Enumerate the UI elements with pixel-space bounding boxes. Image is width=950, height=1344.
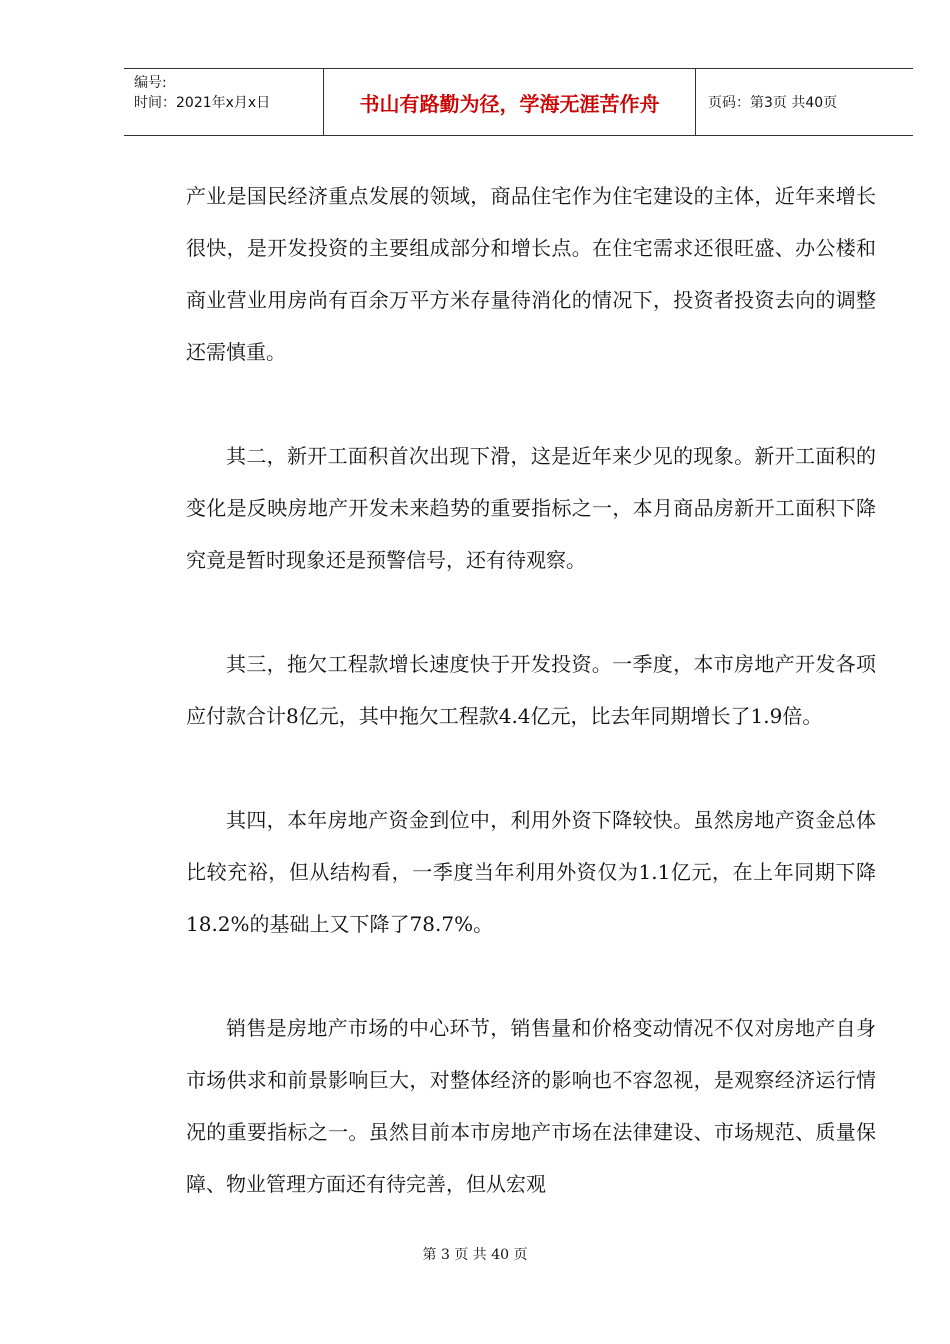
document-body bbox=[186, 170, 876, 1210]
paragraph: 产业是国民经济重点发展的领域，商品住宅作为住宅建设的主体，近年来增长很快，是开发投资的主要组成部分和增长点。在住宅需求还很旺盛、办公楼和商业营业用房尚有百余万平方米存量待消化的情况下，投资者投资去向的调整还需慎重。 bbox=[186, 184, 876, 364]
page-number-label: 页码：第3页 共40页 bbox=[708, 95, 838, 111]
paragraph: 其二，新开工面积首次出现下滑，这是近年来少见的现象。新开工面积的变化是反映房地产开发未来趋势的重要指标之一，本月商品房新开工面积下降究竟是暂时现象还是预警信号，还有待观察。 bbox=[186, 444, 876, 572]
paragraph: 其四，本年房地产资金到位中，利用外资下降较快。虽然房地产资金总体比较充裕，但从结构看，一季度当年利用外资仅为1.1亿元，在上年同期下降18.2%的基础上又下降了78.7%。 bbox=[186, 808, 876, 936]
footer-page-number: 第 3 页 共 40 页 bbox=[422, 1247, 528, 1263]
paragraph: 其三，拖欠工程款增长速度快于开发投资。一季度，本市房地产开发各项应付款合计8亿元，其中拖欠工程款4.4亿元，比去年同期增长了1.9倍。 bbox=[186, 652, 876, 728]
page-footer bbox=[0, 1244, 950, 1264]
serial-number-label: 编号: bbox=[134, 75, 167, 91]
document-header bbox=[124, 68, 913, 136]
time-label: 时间：2021年x月x日 bbox=[134, 95, 271, 111]
header-meta-cell bbox=[124, 69, 324, 135]
header-page-cell bbox=[696, 69, 913, 135]
paragraph: 销售是房地产市场的中心环节，销售量和价格变动情况不仅对房地产自身市场供求和前景影响巨大，对整体经济的影响也不容忽视，是观察经济运行情况的重要指标之一。虽然目前本市房地产市场在法律建设、市场规范、质量保障、物业管理方面还有待完善，但从宏观 bbox=[186, 1016, 876, 1196]
motto-text: 书山有路勤为径，学海无涯苦作舟 bbox=[359, 91, 660, 116]
header-motto-cell bbox=[324, 69, 696, 135]
